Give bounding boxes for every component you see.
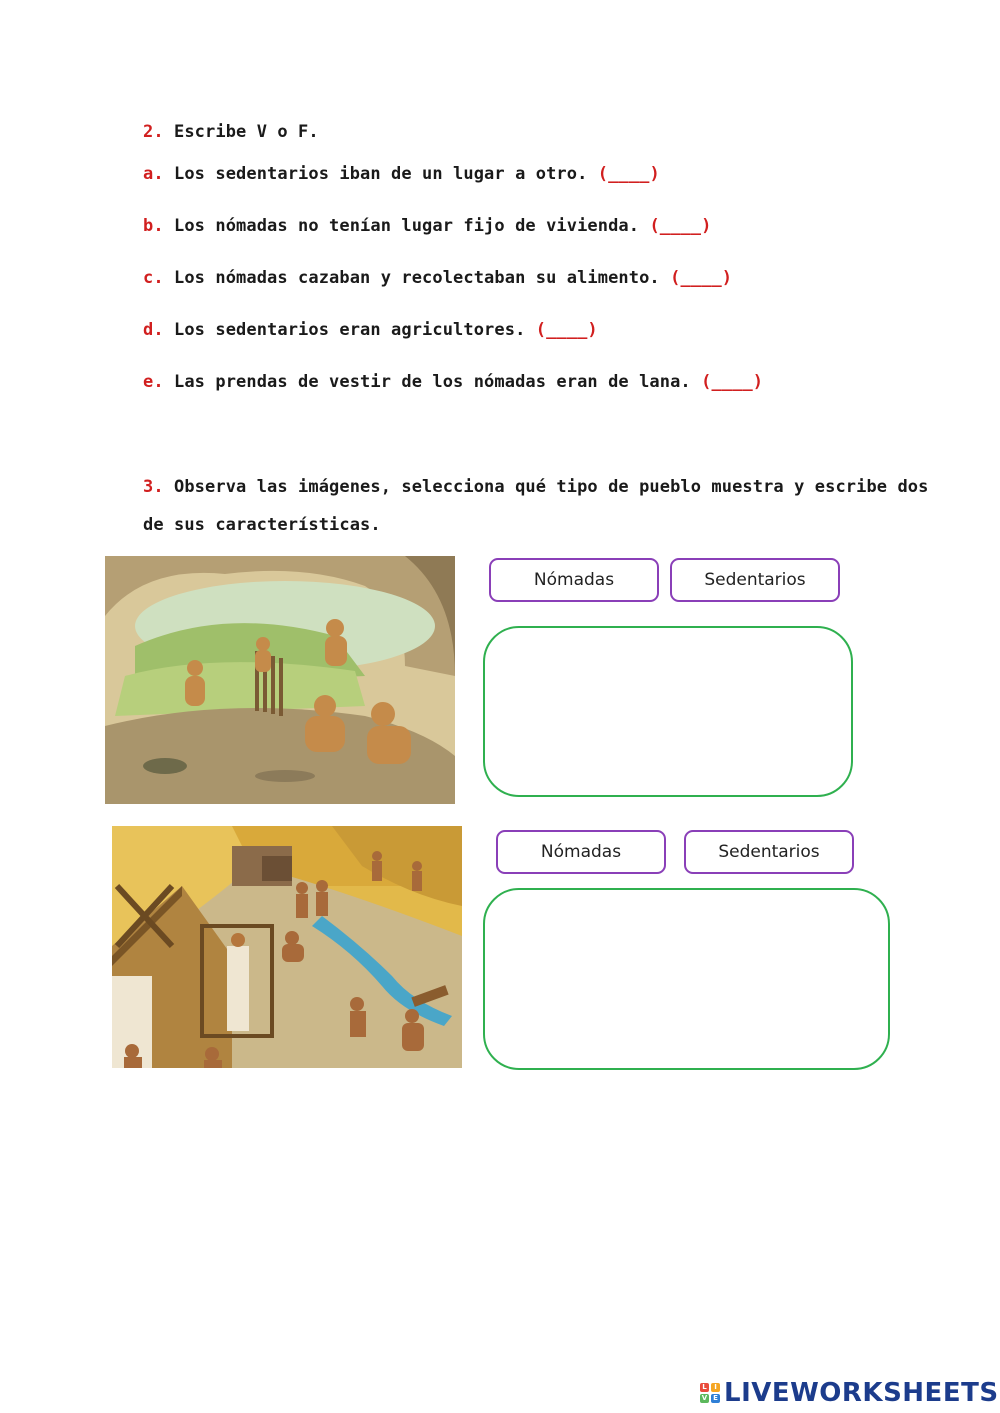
option-sedentarios-2[interactable]: Sedentarios — [684, 830, 854, 874]
cave-scene-illustration — [105, 556, 455, 804]
answer-box-1[interactable] — [483, 626, 853, 797]
option-sedentarios-1[interactable]: Sedentarios — [670, 558, 840, 602]
statement-d: d. Los sedentarios eran agricultores. (____) — [143, 320, 598, 340]
section-3-instruction-line1: 3. Observa las imágenes, selecciona qué tipo de pueblo muestra y escribe dos — [143, 477, 929, 497]
answer-blank-e[interactable]: (____) — [701, 372, 764, 392]
liveworksheets-logo-mark: L I V E — [700, 1383, 720, 1403]
liveworksheets-brand-text: LIVEWORKSHEETS — [724, 1378, 999, 1408]
option-nomadas-1[interactable]: Nómadas — [489, 558, 659, 602]
answer-blank-d[interactable]: (____) — [535, 320, 598, 340]
answer-blank-a[interactable]: (____) — [597, 164, 660, 184]
statement-c: c. Los nómadas cazaban y recolectaban su alimento. (____) — [143, 268, 733, 288]
answer-blank-b[interactable]: (____) — [649, 216, 712, 236]
statement-a: a. Los sedentarios iban de un lugar a otro. (____) — [143, 164, 660, 184]
statement-b: b. Los nómadas no tenían lugar fijo de vivienda. (____) — [143, 216, 712, 236]
statement-e: e. Las prendas de vestir de los nómadas eran de lana. (____) — [143, 372, 764, 392]
answer-blank-c[interactable]: (____) — [670, 268, 733, 288]
section-2-title: 2. Escribe V o F. — [143, 122, 319, 142]
option-nomadas-2[interactable]: Nómadas — [496, 830, 666, 874]
answer-box-2[interactable] — [483, 888, 890, 1070]
section-3-instruction-line2: de sus características. — [143, 515, 381, 535]
settlement-scene-illustration — [112, 826, 462, 1068]
liveworksheets-logo — [700, 1377, 999, 1409]
